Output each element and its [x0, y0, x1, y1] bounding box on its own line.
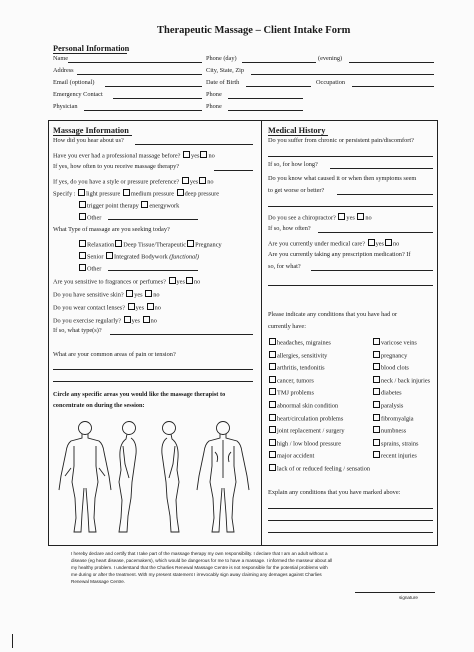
body-back-figure — [197, 422, 249, 533]
relaxation-label: Relaxation — [87, 241, 115, 249]
signature-field[interactable] — [355, 592, 435, 593]
no-checkbox[interactable] — [147, 303, 154, 310]
senior-checkbox[interactable] — [79, 252, 86, 259]
condition-checkbox[interactable] — [373, 451, 380, 458]
q-pressure-pref: If yes, do you have a style or pressure preference? — [53, 178, 180, 186]
condition-item[interactable] — [268, 376, 314, 385]
no-checkbox[interactable] — [385, 239, 392, 246]
phone-evening-field[interactable] — [349, 62, 434, 63]
personal-heading: Personal Information — [53, 44, 130, 53]
declaration-line-3: my healthy problem. I understand that the Charlies Renewal Massage Centre is not responsible for the potential problems with — [71, 565, 328, 570]
condition-item[interactable] — [372, 401, 403, 410]
prescription-field-2[interactable] — [268, 285, 433, 286]
signature-label: signature — [399, 595, 418, 600]
contacts-row — [53, 303, 161, 312]
condition-checkbox[interactable] — [373, 338, 380, 345]
condition-item[interactable] — [372, 388, 402, 397]
hear-about-field[interactable] — [135, 144, 253, 145]
email-field[interactable] — [105, 86, 202, 87]
q-fragrance: Are you sensitive to fragrances or perfumes? — [53, 278, 166, 286]
right-border — [437, 120, 438, 545]
q-pain-areas: What are your common areas of pain or tension? — [53, 351, 176, 358]
light-checkbox[interactable] — [78, 189, 85, 196]
trigger-label: trigger point therapy — [87, 202, 139, 210]
q-massage-type: What Type of massage are you seeking today? — [53, 226, 170, 233]
chiro-row — [268, 213, 372, 222]
senior-label: Senior — [87, 253, 104, 261]
condition-item[interactable] — [372, 376, 430, 385]
integrated-checkbox[interactable] — [106, 252, 113, 259]
address-label: Address — [53, 67, 74, 74]
body-diagram[interactable] — [55, 418, 255, 536]
type-row-1 — [78, 240, 222, 249]
prescription-field[interactable] — [311, 270, 433, 271]
medium-label: medium pressure — [130, 190, 175, 198]
no-checkbox[interactable] — [200, 151, 207, 158]
condition-item[interactable] — [268, 338, 331, 347]
condition-item[interactable] — [268, 401, 338, 410]
yes-checkbox[interactable] — [128, 303, 135, 310]
yes-label: yes — [191, 152, 200, 160]
explain-line-2[interactable] — [268, 520, 433, 521]
condition-item[interactable] — [372, 414, 414, 423]
condition-checkbox[interactable] — [373, 401, 380, 408]
condition-item[interactable] — [372, 439, 418, 448]
specify-other-field[interactable] — [108, 219, 198, 220]
type-other-checkbox[interactable] — [79, 264, 86, 271]
condition-label: diabetes — [381, 389, 402, 397]
condition-item[interactable] — [372, 363, 409, 372]
city-field[interactable] — [251, 74, 434, 75]
no-checkbox[interactable] — [145, 290, 152, 297]
address-field[interactable] — [77, 74, 202, 75]
emergency-field[interactable] — [113, 98, 202, 99]
condition-label: pregnancy — [381, 352, 408, 360]
condition-item[interactable] — [268, 451, 314, 460]
condition-item[interactable] — [268, 351, 327, 360]
no-checkbox[interactable] — [199, 177, 206, 184]
q-chiro-often: If so, how often? — [268, 225, 311, 232]
q-medical-care: Are you currently under medical care? — [268, 240, 366, 248]
evening-label: (evening) — [318, 55, 343, 62]
no-checkbox[interactable] — [357, 213, 364, 220]
emergency-phone-label: Phone — [206, 91, 222, 98]
condition-item[interactable] — [268, 388, 314, 397]
q-skin: Do you have sensitive skin? — [53, 291, 124, 299]
how-long-field[interactable] — [330, 168, 433, 169]
declaration-line-5: Renewal Massage Centre. — [71, 579, 126, 584]
cause-field-2[interactable] — [268, 206, 433, 207]
condition-item[interactable] — [268, 414, 343, 423]
email-label: Email (optional) — [53, 79, 95, 86]
physician-label: Physician — [53, 103, 78, 110]
no-label: no — [393, 240, 400, 248]
declaration-line-1: I hereby declare and certify that I take part of the massage therapy my own responsibility. I declare that I am an adult without a — [71, 551, 328, 556]
condition-label: heart/circulation problems — [277, 415, 344, 423]
condition-label: TMJ problems — [277, 389, 314, 397]
body-side-figure-2 — [162, 422, 179, 533]
condition-label: recent injuries — [381, 452, 417, 460]
condition-checkbox[interactable] — [269, 376, 276, 383]
condition-checkbox[interactable] — [269, 338, 276, 345]
section-top-rule — [48, 120, 438, 121]
heading-underline — [53, 53, 127, 54]
scan-mark — [12, 634, 13, 648]
condition-checkbox[interactable] — [269, 426, 276, 433]
pain-areas-line-2[interactable] — [53, 381, 253, 382]
type-other-label: Other — [87, 265, 102, 273]
q-prior-massage: Have you ever had a professional massage before? — [53, 152, 181, 160]
type-other-field[interactable] — [108, 270, 198, 271]
trigger-checkbox[interactable] — [79, 201, 86, 208]
condition-item[interactable] — [372, 451, 417, 460]
yes-label: yes — [176, 278, 185, 286]
type-other-row — [78, 264, 101, 273]
yes-checkbox[interactable] — [124, 316, 131, 323]
declaration-line-4: me during or after the treatment. With my present statement I irrevocably sign away claiming any demages against Charlies — [71, 572, 322, 577]
q-cause-2: to get worse or better? — [268, 187, 325, 194]
occupation-label: Occupation — [316, 79, 346, 86]
explain-line-1[interactable] — [268, 508, 433, 509]
heading-underline — [53, 135, 132, 136]
section-bottom-rule — [48, 545, 438, 546]
condition-label: joint replacement / surgery — [277, 427, 345, 435]
condition-item[interactable] — [372, 426, 406, 435]
deep-tissue-label: Deep Tissue/Therapeutic — [123, 241, 187, 249]
condition-item-sensation[interactable] — [268, 464, 370, 473]
energy-label: energywork — [149, 202, 180, 210]
yes-checkbox[interactable] — [182, 177, 189, 184]
q-explain: Explain any conditions that you have marked above: — [268, 489, 401, 496]
exercise-row — [53, 316, 157, 325]
condition-label: abnormal skin condition — [277, 402, 339, 410]
prior-massage-row — [53, 151, 215, 160]
deep-checkbox[interactable] — [177, 189, 184, 196]
q-conditions: Please indicate any conditions that you have had or — [268, 311, 398, 318]
light-label: light pressure — [86, 190, 121, 198]
q-exercise: Do you exercise regularly? — [53, 317, 122, 325]
physician-field[interactable] — [84, 110, 202, 111]
condition-checkbox[interactable] — [269, 401, 276, 408]
condition-checkbox[interactable] — [373, 363, 380, 370]
q-conditions-2: currently have: — [268, 323, 306, 330]
yes-label: yes — [131, 317, 140, 325]
explain-line-3[interactable] — [268, 532, 433, 533]
condition-checkbox[interactable] — [269, 414, 276, 421]
condition-label: allergies, sensitivity — [277, 352, 328, 360]
circle-instruction: Circle any specific areas you would like the massage therapist to — [53, 391, 226, 398]
condition-checkbox[interactable] — [269, 351, 276, 358]
other-checkbox[interactable] — [79, 213, 86, 220]
no-checkbox[interactable] — [143, 316, 150, 323]
yes-label: yes — [346, 214, 355, 222]
medium-checkbox[interactable] — [123, 189, 130, 196]
specify-row-2 — [78, 201, 179, 210]
no-label: no — [154, 304, 161, 312]
medical-care-row — [268, 239, 399, 248]
pressure-pref-row — [53, 177, 214, 186]
no-label: no — [208, 152, 215, 160]
condition-label: blood clots — [381, 364, 409, 372]
emergency-label: Emergency Contact — [53, 91, 103, 98]
deep-label: deep pressure — [184, 190, 220, 198]
q-hear-about: How did you hear about us? — [53, 137, 124, 144]
physician-phone-field[interactable] — [228, 110, 303, 111]
specify-row — [53, 189, 219, 198]
condition-checkbox[interactable] — [269, 451, 276, 458]
condition-label: paralysis — [381, 402, 404, 410]
fragrance-row — [53, 277, 200, 286]
integrated-label: Integrated Bodywork — [114, 253, 168, 261]
no-label: no — [153, 291, 160, 299]
q-exercise-type: If so, what type(s)? — [53, 327, 102, 334]
column-divider — [261, 120, 262, 545]
condition-checkbox[interactable] — [269, 439, 276, 446]
type-row-2 — [78, 252, 199, 261]
q-contacts: Do you wear contact lenses? — [53, 304, 126, 312]
condition-checkbox[interactable] — [269, 388, 276, 395]
pregnancy-checkbox[interactable] — [187, 240, 194, 247]
condition-label: cancer, tumors — [277, 377, 314, 385]
no-label: no — [150, 317, 157, 325]
functional-label: (functional) — [169, 253, 200, 261]
yes-label: yes — [189, 178, 199, 186]
emergency-phone-field[interactable] — [228, 98, 303, 99]
condition-checkbox[interactable] — [373, 426, 380, 433]
condition-label: fibromyalgia — [381, 415, 414, 423]
physician-phone-label: Phone — [206, 103, 222, 110]
condition-label: headaches, migraines — [277, 339, 331, 347]
form-title: Therapeutic Massage – Client Intake Form — [157, 25, 351, 36]
yes-checkbox[interactable] — [338, 213, 345, 220]
phone-day-field[interactable] — [242, 62, 316, 63]
left-border — [48, 120, 49, 545]
yes-checkbox[interactable] — [183, 151, 190, 158]
yes-checkbox[interactable] — [169, 277, 176, 284]
no-checkbox[interactable] — [186, 277, 193, 284]
phone-day-label: Phone (day) — [206, 55, 237, 62]
condition-label: arthritis, tendonitis — [277, 364, 325, 372]
yes-checkbox[interactable] — [126, 290, 133, 297]
dob-label: Date of Birth — [206, 79, 240, 86]
massage-heading: Massage Information — [53, 126, 129, 135]
body-front-figure — [59, 422, 111, 533]
q-cause: Do you know what caused it or when then symptoms seem — [268, 175, 417, 182]
chiro-often-field[interactable] — [318, 232, 433, 233]
no-label: no — [193, 278, 201, 286]
condition-checkbox[interactable] — [373, 414, 380, 421]
condition-item[interactable] — [372, 338, 417, 347]
q-chronic-pain: Do you suffer from chronic or persistent pain/discomfort? — [268, 137, 414, 144]
condition-label: major accident — [277, 452, 315, 460]
name-label: Name — [53, 55, 69, 62]
condition-label: numbness — [381, 427, 407, 435]
condition-item[interactable] — [268, 363, 325, 372]
condition-checkbox[interactable] — [373, 388, 380, 395]
cause-field[interactable] — [337, 194, 433, 195]
yes-label: yes — [135, 304, 145, 312]
condition-checkbox[interactable] — [373, 376, 380, 383]
chronic-pain-field[interactable] — [268, 156, 433, 157]
yes-label: yes — [134, 291, 143, 299]
condition-checkbox[interactable] — [373, 351, 380, 358]
q-chiropractor: Do you see a chiropractor? — [268, 214, 336, 222]
name-field[interactable] — [68, 62, 202, 63]
declaration-line-2: disease (eg heart disease, pacemakers), which would be dangerous for me to have a massage. I informed the masseur about all — [71, 558, 333, 563]
specify-label: Specify : — [53, 190, 76, 198]
condition-label: sprains, strains — [381, 440, 419, 448]
condition-label: varicose veins — [381, 339, 417, 347]
yes-checkbox[interactable] — [368, 239, 375, 246]
deep-tissue-checkbox[interactable] — [115, 240, 122, 247]
medical-heading: Medical History — [268, 126, 326, 135]
heading-underline — [268, 135, 328, 136]
condition-item[interactable] — [372, 351, 407, 360]
condition-label: neck / back injuries — [381, 377, 431, 385]
relaxation-checkbox[interactable] — [79, 240, 86, 247]
q-prescription: Are you currently taking any prescription medication? If — [268, 251, 411, 258]
q-how-often: If yes, how often to you receive massage therapy? — [53, 163, 180, 170]
condition-checkbox[interactable] — [373, 439, 380, 446]
condition-checkbox[interactable] — [269, 363, 276, 370]
q-prescription-2: so, for what? — [268, 263, 301, 270]
no-label: no — [207, 178, 214, 186]
skin-row — [53, 290, 160, 299]
condition-label: high / low blood pressure — [277, 440, 342, 448]
body-side-figure-1 — [119, 422, 136, 533]
pain-areas-line-1[interactable] — [53, 369, 253, 370]
occupation-field[interactable] — [352, 86, 434, 87]
dob-field[interactable] — [246, 86, 311, 87]
pregnancy-label: Pregnancy — [195, 241, 222, 249]
no-label: no — [365, 214, 372, 222]
specify-other-row — [78, 213, 101, 222]
yes-label: yes — [375, 240, 385, 248]
condition-item[interactable] — [268, 426, 345, 435]
other-label: Other — [87, 214, 102, 222]
condition-checkbox[interactable] — [269, 464, 276, 471]
how-often-field[interactable] — [214, 170, 253, 171]
energy-checkbox[interactable] — [141, 201, 148, 208]
city-label: City, State, Zip — [206, 67, 245, 74]
exercise-type-field[interactable] — [110, 334, 253, 335]
condition-label: lack of or reduced feeling / sensation — [277, 465, 371, 473]
condition-item[interactable] — [268, 439, 341, 448]
q-how-long: If so, for how long? — [268, 161, 318, 168]
circle-instruction-2: concentrate on during the session: — [53, 402, 145, 409]
